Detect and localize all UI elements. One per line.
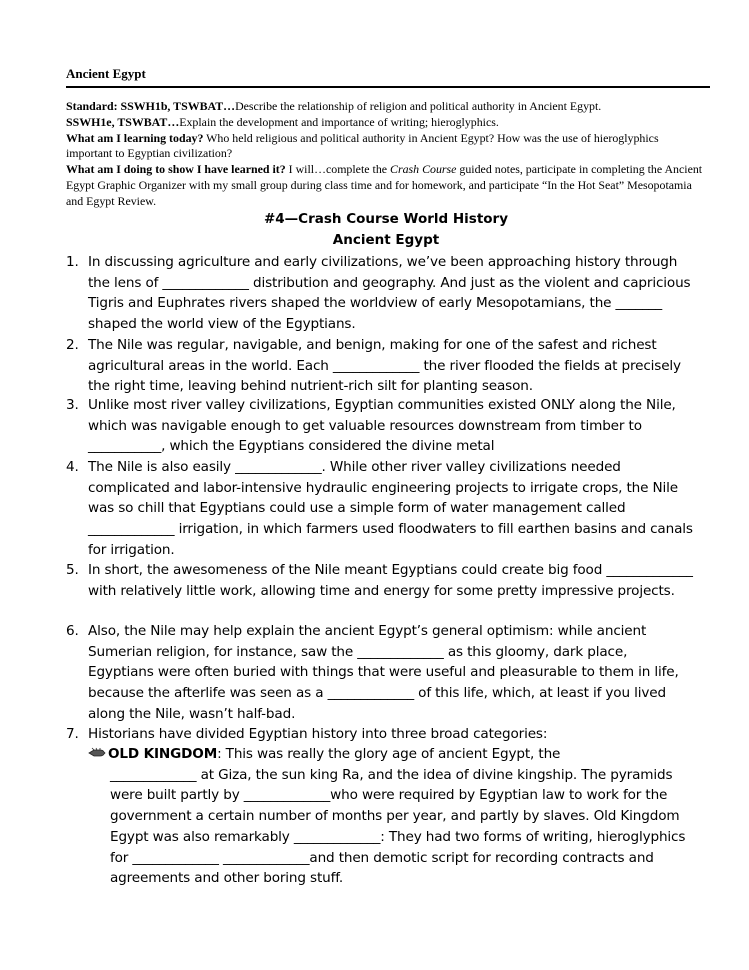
standard2-text: Explain the development and importance of writing; hieroglyphics. [179, 114, 499, 129]
question-text: Also, the Nile may help explain the ancient Egypt’s general optimism: while ancient Sumerian religion, for instance, saw the _____________ as this gloomy, dark place, Egyptians were often buried with things that were useful and pleasurable to them in life, because the afterlife was seen as a _____________ of this life, which, at least if you lived along the Nile, wasn’t half-bad. [88, 623, 679, 722]
question-1 [66, 252, 696, 335]
question-text: The Nile is also easily _____________. While other river valley civilizations needed complicated and labor-intensive hydraulic engineering projects to irrigate crops, the Nile was so chill that Egyptians could use a simple form of water management called _____________ irrigation, in which farmers used floodwaters to fill earthen basins and canals for irrigation. [88, 459, 693, 558]
question-number: 7. [66, 726, 79, 742]
old-kingdom-label: OLD KINGDOM [108, 746, 218, 762]
doing-text-2: guided notes, participate in completing the Ancient Egypt Graphic Organizer with my small group during class time and for homework, and participate “In the Hot Seat” Mesopotamia and Egypt Review. [66, 162, 703, 208]
doc-title-line-1: #4—Crash Course World History [263, 211, 509, 227]
doing-italic: Crash Course [390, 162, 457, 177]
doing-label: What am I doing to show I have learned it? [66, 162, 286, 177]
question-text: The Nile was regular, navigable, and benign, making for one of the safest and richest agricultural areas in the world. Each _____________ the river flooded the fields at precisely the right time, leaving behind nutrient-rich silt for planting season. [88, 337, 681, 395]
question-5 [66, 560, 696, 601]
question-number: 2. [66, 337, 79, 353]
doc-title-line-2: Ancient Egypt [332, 232, 440, 248]
question-7 [66, 724, 696, 745]
old-kingdom-text: _____________ at Giza, the sun king Ra, and the idea of divine kingship. The pyramids were built partly by _____________who were required by Egyptian law to work for the government a certain number of months per year, and partly by slaves. Old Kingdom Egypt was also remarkably _____________: They had two forms of writing, hieroglyphics for _____________ _____________and then demotic script for recording contracts and agreements and other boring stuff. [110, 766, 686, 887]
title-divider [66, 86, 710, 88]
question-text: In discussing agriculture and early civilizations, we’ve been approaching history through the lens of _____________ distribution and geography. And just as the violent and capricious Tigris and Euphrates rivers shaped the worldview of early Mesopotamians, the _______ shaped the world view of the Egyptians. [88, 254, 691, 333]
question-text: In short, the awesomeness of the Nile meant Egyptians could create big food _____________ with relatively little work, allowing time and energy for some pretty impressive projects. [88, 562, 693, 599]
learning-text: Who held religious and political authority in Ancient Egypt? How was the use of hieroglyphics important to Egyptian civilization? [66, 130, 659, 161]
question-text: Unlike most river valley civilizations, Egyptian communities existed ONLY along the Nile, which was navigable enough to get valuable resources downstream from timber to ___________, which the Egyptians considered the divine metal [88, 397, 676, 455]
question-number: 1. [66, 254, 79, 270]
question-2 [66, 335, 696, 397]
hand-pointer-icon [88, 747, 106, 759]
standard-text: Describe the relationship of religion and political authority in Ancient Egypt. [235, 99, 602, 113]
page-title: Ancient Egypt [66, 66, 146, 81]
doing-text-1: I will…complete the [285, 162, 391, 177]
question-number: 5. [66, 562, 79, 578]
old-kingdom-line1: : This was really the glory age of ancient Egypt, the [217, 746, 561, 762]
question-number: 6. [66, 623, 79, 639]
question-4 [66, 457, 696, 561]
old-kingdom-entry [88, 744, 688, 889]
standard2-label: SSWH1e, TSWBAT… [66, 114, 180, 129]
question-number: 4. [66, 459, 79, 475]
lesson-header [66, 99, 706, 210]
standard-label: Standard: SSWH1b, TSWBAT… [66, 99, 236, 113]
question-number: 3. [66, 397, 79, 413]
question-6 [66, 621, 696, 725]
question-text: Historians have divided Egyptian history into three broad categories: [88, 726, 548, 742]
learning-label: What am I learning today? [66, 130, 204, 145]
question-3 [66, 395, 696, 457]
